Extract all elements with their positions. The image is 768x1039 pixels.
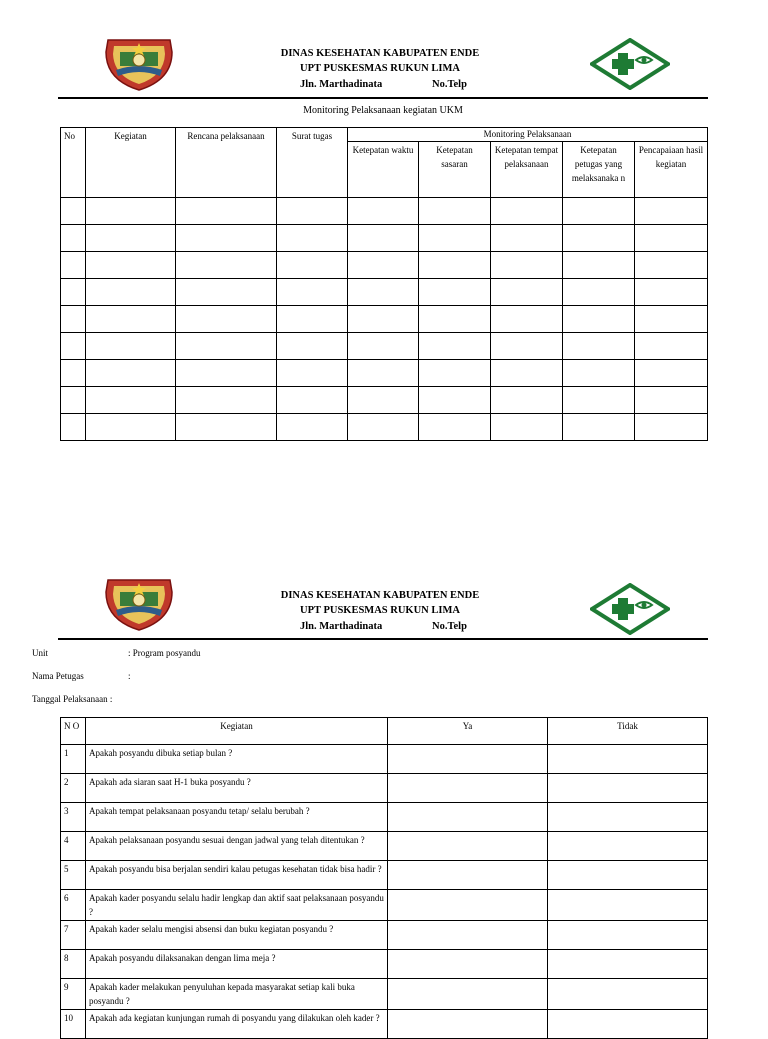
header-address: Jln. Marthadinata [300, 621, 383, 632]
ya-cell[interactable] [388, 745, 548, 774]
tidak-cell[interactable] [548, 774, 708, 803]
empty-cell [419, 333, 491, 360]
empty-cell [176, 414, 277, 441]
header-agency: DINAS KESEHATAN KABUPATEN ENDE [280, 48, 480, 59]
row-number: 3 [61, 803, 86, 832]
empty-cell [635, 225, 708, 252]
row-number: 6 [61, 890, 86, 921]
kabupaten-seal [102, 574, 176, 632]
empty-cell [419, 360, 491, 387]
field-petugas-label: Nama Petugas [32, 671, 84, 681]
ya-cell[interactable] [388, 803, 548, 832]
checklist-row [61, 950, 708, 979]
row-question: Apakah kader melakukan penyuluhan kepada masyarakat setiap kali buka posyandu ? [86, 979, 388, 1010]
row-question: Apakah posyandu dibuka setiap bulan ? [86, 745, 388, 774]
empty-cell [563, 414, 635, 441]
tidak-cell[interactable] [548, 950, 708, 979]
row-number: 9 [61, 979, 86, 1010]
field-tanggal-label: Tanggal Pelaksanaan : [32, 694, 113, 704]
col-rencana-header: Rencana pelaksanaan [176, 128, 277, 198]
empty-cell [86, 360, 176, 387]
tidak-cell[interactable] [548, 921, 708, 950]
empty-cell [635, 414, 708, 441]
empty-cell [491, 306, 563, 333]
col-kegiatan-header: Kegiatan [86, 128, 176, 198]
empty-cell [419, 387, 491, 414]
posyandu-checklist-table [60, 717, 708, 1039]
empty-cell [419, 279, 491, 306]
empty-cell [176, 333, 277, 360]
header-rule [58, 97, 708, 99]
checklist-row [61, 774, 708, 803]
tidak-cell[interactable] [548, 890, 708, 921]
ya-cell[interactable] [388, 921, 548, 950]
empty-cell [635, 333, 708, 360]
empty-cell [277, 360, 348, 387]
empty-cell [176, 198, 277, 225]
ya-cell[interactable] [388, 890, 548, 921]
field-unit-label: Unit [32, 648, 49, 658]
ya-cell[interactable] [388, 832, 548, 861]
empty-cell [635, 360, 708, 387]
checklist-row [61, 745, 708, 774]
empty-cell [419, 225, 491, 252]
empty-cell [419, 198, 491, 225]
row-number: 1 [61, 745, 86, 774]
tidak-cell[interactable] [548, 861, 708, 890]
empty-cell [419, 252, 491, 279]
row-question: Apakah posyandu bisa berjalan sendiri kalau petugas kesehatan tidak bisa hadir ? [86, 861, 388, 890]
row-number: 8 [61, 950, 86, 979]
empty-cell [635, 279, 708, 306]
puskesmas-logo [590, 583, 670, 635]
col-monitoring-header: Monitoring Pelaksanaan [348, 128, 708, 142]
empty-cell [635, 387, 708, 414]
empty-cell [61, 306, 86, 333]
tidak-cell[interactable] [548, 803, 708, 832]
empty-cell [61, 252, 86, 279]
empty-cell [491, 414, 563, 441]
empty-cell [563, 306, 635, 333]
empty-cell [86, 333, 176, 360]
ya-cell[interactable] [388, 774, 548, 803]
header-puskesmas: UPT PUSKESMAS RUKUN LIMA [300, 63, 460, 74]
empty-cell [348, 198, 419, 225]
checklist-row [61, 1010, 708, 1039]
header-rule [58, 638, 708, 640]
empty-cell [61, 360, 86, 387]
table-row [61, 225, 708, 252]
empty-cell [563, 360, 635, 387]
row-number: 10 [61, 1010, 86, 1039]
empty-cell [491, 360, 563, 387]
empty-cell [176, 279, 277, 306]
ya-cell[interactable] [388, 861, 548, 890]
col-ketepatan-petugas: Ketepatan petugas yang melaksanaka n [563, 142, 635, 198]
puskesmas-logo [590, 38, 670, 90]
col-no-header: N O [61, 718, 86, 745]
col-ketepatan-sasaran: Ketepatan sasaran [419, 142, 491, 198]
empty-cell [563, 333, 635, 360]
empty-cell [491, 387, 563, 414]
empty-cell [348, 306, 419, 333]
table-row [61, 333, 708, 360]
empty-cell [61, 414, 86, 441]
col-ya-header: Ya [388, 718, 548, 745]
col-surat-header: Surat tugas [277, 128, 348, 198]
header-address: Jln. Marthadinata [300, 79, 383, 90]
empty-cell [86, 198, 176, 225]
empty-cell [491, 333, 563, 360]
table-row [61, 387, 708, 414]
empty-cell [86, 387, 176, 414]
row-number: 4 [61, 832, 86, 861]
row-question: Apakah kader selalu mengisi absensi dan buku kegiatan posyandu ? [86, 921, 388, 950]
table-row [61, 279, 708, 306]
empty-cell [348, 279, 419, 306]
empty-cell [563, 252, 635, 279]
tidak-cell[interactable] [548, 745, 708, 774]
empty-cell [419, 414, 491, 441]
kabupaten-seal [102, 34, 176, 92]
empty-cell [491, 225, 563, 252]
empty-cell [86, 306, 176, 333]
empty-cell [348, 387, 419, 414]
empty-cell [348, 414, 419, 441]
empty-cell [277, 279, 348, 306]
row-question: Apakah kader posyandu selalu hadir lengkap dan aktif saat pelaksanaan posyandu ? [86, 890, 388, 921]
row-question: Apakah ada kegiatan kunjungan rumah di posyandu yang dilakukan oleh kader ? [86, 1010, 388, 1039]
table-row [61, 414, 708, 441]
empty-cell [563, 225, 635, 252]
ya-cell[interactable] [388, 979, 548, 1010]
checklist-row [61, 832, 708, 861]
empty-cell [635, 198, 708, 225]
empty-cell [348, 225, 419, 252]
tidak-cell[interactable] [548, 1010, 708, 1039]
checklist-row [61, 861, 708, 890]
empty-cell [563, 387, 635, 414]
empty-cell [491, 279, 563, 306]
row-number: 5 [61, 861, 86, 890]
empty-cell [176, 387, 277, 414]
empty-cell [86, 279, 176, 306]
empty-cell [277, 387, 348, 414]
empty-cell [86, 252, 176, 279]
checklist-row [61, 890, 708, 921]
col-no-header: No [61, 128, 86, 198]
empty-cell [61, 279, 86, 306]
tidak-cell[interactable] [548, 832, 708, 861]
empty-cell [176, 225, 277, 252]
empty-cell [176, 360, 277, 387]
row-number: 2 [61, 774, 86, 803]
row-question: Apakah posyandu dilaksanakan dengan lima meja ? [86, 950, 388, 979]
table-row [61, 360, 708, 387]
doc1-title: Monitoring Pelaksanaan kegiatan UKM [303, 105, 463, 116]
field-unit-value: : Program posyandu [128, 648, 201, 658]
empty-cell [348, 333, 419, 360]
ya-cell[interactable] [388, 950, 548, 979]
empty-cell [86, 225, 176, 252]
ukm-monitoring-table [60, 127, 708, 441]
empty-cell [563, 279, 635, 306]
empty-cell [277, 252, 348, 279]
col-ketepatan-tempat: Ketepatan tempat pelaksanaan [491, 142, 563, 198]
empty-cell [61, 333, 86, 360]
tidak-cell[interactable] [548, 979, 708, 1010]
empty-cell [277, 306, 348, 333]
ya-cell[interactable] [388, 1010, 548, 1039]
header-agency: DINAS KESEHATAN KABUPATEN ENDE [280, 590, 480, 601]
empty-cell [61, 387, 86, 414]
row-number: 7 [61, 921, 86, 950]
col-kegiatan-header: Kegiatan [86, 718, 388, 745]
empty-cell [419, 306, 491, 333]
checklist-row [61, 803, 708, 832]
checklist-row [61, 979, 708, 1010]
header-phone: No.Telp [432, 621, 467, 632]
header-puskesmas: UPT PUSKESMAS RUKUN LIMA [300, 605, 460, 616]
row-question: Apakah pelaksanaan posyandu sesuai dengan jadwal yang telah ditentukan ? [86, 832, 388, 861]
empty-cell [176, 306, 277, 333]
empty-cell [277, 198, 348, 225]
empty-cell [491, 198, 563, 225]
empty-cell [635, 252, 708, 279]
empty-cell [635, 306, 708, 333]
empty-cell [277, 225, 348, 252]
field-petugas-value: : [128, 671, 131, 681]
checklist-row [61, 921, 708, 950]
row-question: Apakah ada siaran saat H-1 buka posyandu ? [86, 774, 388, 803]
header-phone: No.Telp [432, 79, 467, 90]
table-row [61, 198, 708, 225]
col-ketepatan-waktu: Ketepatan waktu [348, 142, 419, 198]
empty-cell [563, 198, 635, 225]
table-row [61, 252, 708, 279]
empty-cell [61, 198, 86, 225]
empty-cell [86, 414, 176, 441]
empty-cell [277, 414, 348, 441]
col-pencapaian: Pencapaiaan hasil kegiatan [635, 142, 708, 198]
col-tidak-header: Tidak [548, 718, 708, 745]
empty-cell [348, 360, 419, 387]
empty-cell [277, 333, 348, 360]
table-row [61, 306, 708, 333]
row-question: Apakah tempat pelaksanaan posyandu tetap/ selalu berubah ? [86, 803, 388, 832]
empty-cell [61, 225, 86, 252]
empty-cell [491, 252, 563, 279]
empty-cell [348, 252, 419, 279]
empty-cell [176, 252, 277, 279]
